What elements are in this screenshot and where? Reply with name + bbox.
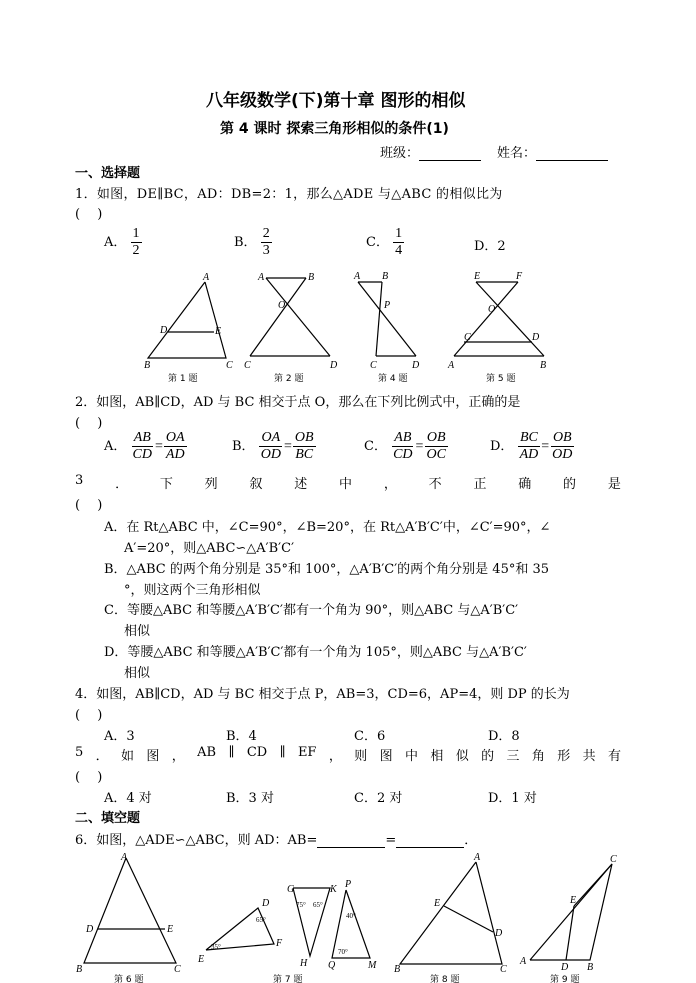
q2-a-frac-left: $\frac{AB}{CD}$ xyxy=(132,430,152,462)
q1-b-label: B． xyxy=(234,235,257,250)
fig4-caption: 第 4 题 xyxy=(378,374,408,384)
fig1-label-c: C xyxy=(226,360,233,371)
fig6-label-e: E xyxy=(167,924,174,935)
fig5-label-b: B xyxy=(540,360,547,371)
fig2-caption: 第 2 题 xyxy=(274,374,304,384)
q4-stem: 4．如图，AB∥CD，AD 与 BC 相交于点 P，AB=3，CD=6，AP=4，则 DP 的长为 xyxy=(75,687,570,702)
fig5-label-e: E xyxy=(474,271,481,282)
q1-stem: 1．如图，DE∥BC，AD：DB=2：1，那么△ADE 与△ABC 的相似比为 xyxy=(75,187,503,202)
fig7-angle-65b: 65° xyxy=(313,901,323,909)
q1-b-fraction: $\frac{2}{3}$ xyxy=(262,226,270,258)
q2-b-label: B． xyxy=(232,439,255,454)
fig7-label-g: G xyxy=(287,884,295,895)
fig4-label-b: B xyxy=(382,271,389,282)
q3-option-c-line1[interactable]: C．等腰△ABC 和等腰△A′B′C′都有一个角为 90°，则△ABC 与△A′B′C′ xyxy=(104,603,519,618)
q5-stem: 5 ． 如 图 ， AB ∥ CD ∥ EF ， 则 图 中 相 似 的 三 角 形 共 有 xyxy=(75,745,621,764)
q5-paren: ( ) xyxy=(75,770,103,785)
fig1-label-e: E xyxy=(215,326,222,337)
fig4-label-a: A xyxy=(354,271,361,282)
q1-a-label: A． xyxy=(104,235,127,250)
fig5-label-o: O xyxy=(488,304,496,315)
fig4-label-d: D xyxy=(412,360,420,371)
q3-option-a-line1[interactable]: A．在 Rt△ABC 中，∠C=90°，∠B=20°，在 Rt△A′B′C′中，∠C′=90°，∠ xyxy=(104,520,551,535)
fig4-label-c: C xyxy=(370,360,377,371)
q2-d-frac-left: $\frac{BC}{AD}$ xyxy=(519,430,539,462)
fig7-caption: 第 7 题 xyxy=(273,975,303,983)
q1-option-a[interactable] xyxy=(104,226,142,259)
fig7-angle-65: 65° xyxy=(256,916,266,924)
q2-c-frac-left: $\frac{AB}{CD}$ xyxy=(393,430,413,462)
q3-paren: ( ) xyxy=(75,498,103,513)
fig7-angle-40: 40° xyxy=(346,912,356,920)
fig5-label-f: F xyxy=(516,271,523,282)
fig9-label-a: A xyxy=(520,956,527,967)
q5-option-a[interactable]: A．4 对 xyxy=(104,791,152,806)
q5-option-c[interactable]: C．2 对 xyxy=(354,791,403,806)
q3-option-b-line2: °，则这两个三角形相似 xyxy=(124,583,261,598)
fig8-label-a: A xyxy=(474,852,481,863)
fig2-label-b: B xyxy=(308,272,315,283)
q4-option-b[interactable]: B．4 xyxy=(226,729,257,744)
fig6-label-d: D xyxy=(86,924,94,935)
fig7-angle-35: 35° xyxy=(211,943,221,951)
q2-a-frac-right: $\frac{OA}{AD}$ xyxy=(165,430,185,462)
figure-1 xyxy=(144,272,233,384)
q5-option-b[interactable]: B．3 对 xyxy=(226,791,274,806)
q2-c-frac-right: $\frac{OB}{OC}$ xyxy=(426,430,446,462)
q3-stem: 3 ． 下 列 叙 述 中 ， 不 正 确 的 是 xyxy=(75,473,621,492)
fig1-label-d: D xyxy=(160,325,168,336)
q2-d-frac-right: $\frac{OB}{OD}$ xyxy=(552,430,573,462)
fig7-label-h: H xyxy=(300,958,308,969)
lesson-subtitle: 第 4 课时 探索三角形相似的条件(1) xyxy=(220,121,449,137)
q2-stem: 2．如图，AB∥CD，AD 与 BC 相交于点 O，那么在下列比例式中，正确的是 xyxy=(75,395,521,410)
fig8-label-b: B xyxy=(394,964,401,975)
q1-option-b[interactable] xyxy=(234,226,272,259)
q1-paren: ( ) xyxy=(75,207,103,222)
fig7-label-e: E xyxy=(198,954,205,965)
fig2-label-d: D xyxy=(330,360,338,371)
fig7-label-q: Q xyxy=(328,960,336,971)
q2-option-c[interactable]: C． $\frac{AB}{CD}$ = $\frac{OB}{OC}$ xyxy=(364,430,446,462)
fig7-label-p: P xyxy=(345,879,352,890)
name-blank[interactable] xyxy=(536,160,608,161)
q2-b-frac-left: $\frac{OA}{OD}$ xyxy=(260,430,281,462)
figure-9 xyxy=(519,854,617,983)
fig9-label-e: E xyxy=(570,895,577,906)
q2-d-label: D． xyxy=(490,439,514,454)
section-fill-heading: 二、填空题 xyxy=(75,811,141,826)
fig9-caption: 第 9 题 xyxy=(550,975,580,983)
fig5-label-c: C xyxy=(464,332,471,343)
fig7-label-f: F xyxy=(276,938,283,949)
figure-5 xyxy=(447,271,546,384)
q5-option-d[interactable]: D．1 对 xyxy=(488,791,537,806)
fig2-label-a: A xyxy=(258,272,265,283)
figures-row-2 xyxy=(70,848,630,983)
fig9-label-c: C xyxy=(610,854,617,865)
figure-2 xyxy=(244,272,338,384)
fig4-label-p: P xyxy=(384,300,391,311)
page-title: 八年级数学(下)第十章 图形的相似 xyxy=(206,91,466,111)
figure-4 xyxy=(353,271,420,384)
q2-option-a[interactable]: A． $\frac{AB}{CD}$ = $\frac{OA}{AD}$ xyxy=(104,430,185,462)
figure-8 xyxy=(394,852,507,983)
fig8-label-c: C xyxy=(500,964,507,975)
fig9-label-d: D xyxy=(561,962,569,973)
q4-option-a[interactable]: A．3 xyxy=(104,729,135,744)
fig8-caption: 第 8 题 xyxy=(430,975,460,983)
q2-option-d[interactable]: D． $\frac{BC}{AD}$ = $\frac{OB}{OD}$ xyxy=(490,430,573,462)
class-field[interactable] xyxy=(380,142,481,161)
fig5-label-d: D xyxy=(532,332,540,343)
q4-option-d[interactable]: D．8 xyxy=(488,729,520,744)
q3-option-c-line2: 相似 xyxy=(124,624,151,639)
q1-option-c[interactable] xyxy=(366,226,404,259)
q1-option-d[interactable]: D．2 xyxy=(474,239,506,254)
q1-a-fraction: $\frac{1}{2}$ xyxy=(132,226,140,258)
fig7-label-m: M xyxy=(368,960,377,971)
q2-option-b[interactable]: B． $\frac{OA}{OD}$ = $\frac{OB}{BC}$ xyxy=(232,430,314,462)
figures-row-1 xyxy=(130,268,630,386)
q1-c-label: C． xyxy=(366,235,389,250)
q4-paren: ( ) xyxy=(75,708,103,723)
class-label: 班级： xyxy=(380,146,420,161)
q6-stem: 6．如图，△ADE∽△ABC，则 AD：AB= = ． xyxy=(75,833,478,848)
figure-6 xyxy=(76,852,181,983)
fig1-label-a: A xyxy=(203,272,210,283)
fig1-label-b: B xyxy=(144,360,151,371)
fig7-angle-75: 75° xyxy=(296,901,306,909)
q3-option-d-line1[interactable]: D．等腰△ABC 和等腰△A′B′C′都有一个角为 105°，则△ABC 与△A′B′C′ xyxy=(104,645,527,660)
section-choice-heading: 一、选择题 xyxy=(75,166,141,181)
q2-b-frac-right: $\frac{OB}{BC}$ xyxy=(294,430,314,462)
fig6-label-c: C xyxy=(174,964,181,975)
fig7-angle-70: 70° xyxy=(338,948,348,956)
fig7-label-d: D xyxy=(262,898,270,909)
fig6-caption: 第 6 题 xyxy=(114,975,144,983)
fig2-label-c: C xyxy=(244,360,251,371)
fig2-label-o: O xyxy=(278,300,286,311)
q2-c-label: C． xyxy=(364,439,387,454)
fig6-label-b: B xyxy=(76,964,83,975)
fig8-label-e: E xyxy=(434,898,441,909)
fig1-caption: 第 1 题 xyxy=(168,374,198,384)
fig9-label-b: B xyxy=(587,962,594,973)
q2-paren: ( ) xyxy=(75,416,103,431)
q1-c-fraction: $\frac{1}{4}$ xyxy=(395,226,403,258)
fig6-label-a: A xyxy=(121,852,128,863)
q3-option-b-line1[interactable]: B．△ABC 的两个角分别是 35°和 100°，△A′B′C′的两个角分别是 45°和 35 xyxy=(104,562,550,577)
name-field[interactable] xyxy=(497,142,608,161)
figure-7 xyxy=(197,879,377,983)
fig7-label-k: K xyxy=(330,884,337,895)
fig5-label-a: A xyxy=(448,360,455,371)
class-blank[interactable] xyxy=(419,160,481,161)
fig8-label-d: D xyxy=(495,928,503,939)
q2-a-label: A． xyxy=(104,439,127,454)
q3-option-a-line2: A′=20°，则△ABC∽△A′B′C′ xyxy=(124,541,295,556)
q4-option-c[interactable]: C．6 xyxy=(354,729,386,744)
name-label: 姓名： xyxy=(497,146,537,161)
q3-option-d-line2: 相似 xyxy=(124,666,151,681)
fig5-caption: 第 5 题 xyxy=(486,374,516,384)
